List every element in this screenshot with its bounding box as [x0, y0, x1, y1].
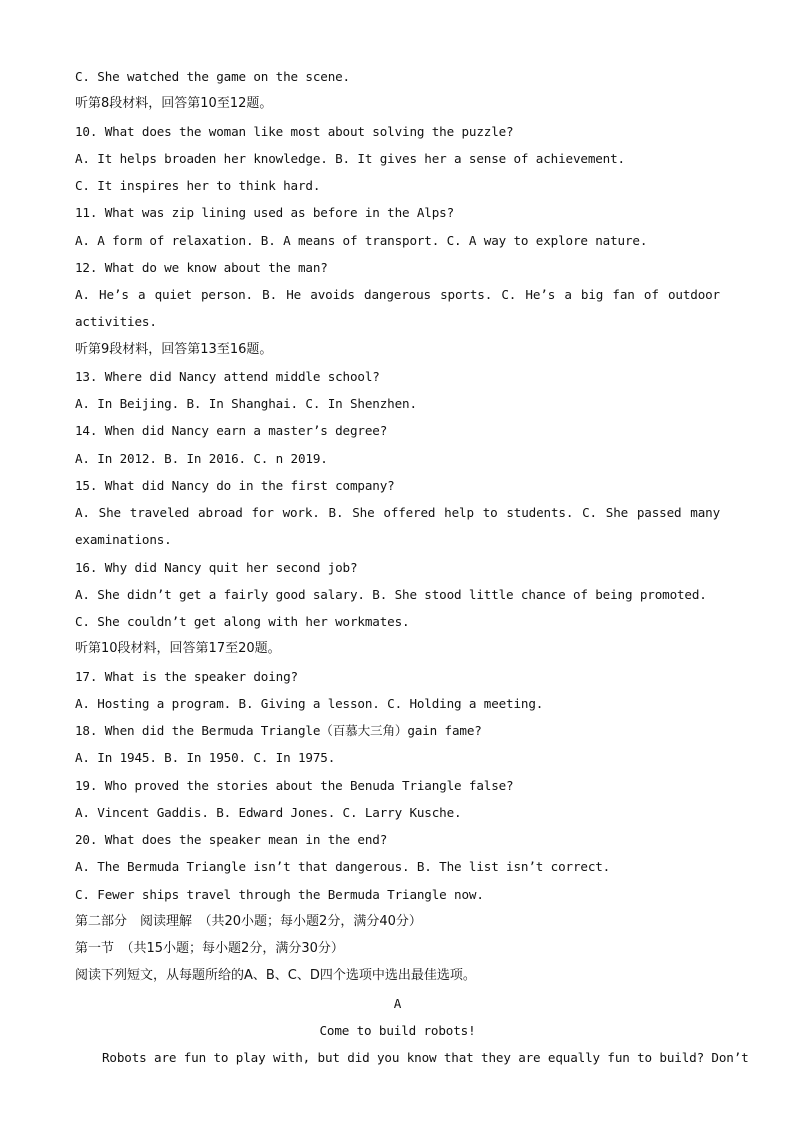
options-q16-ab: A. She didn’t get a fairly good salary. B. She stood little chance of being promoted. — [75, 586, 707, 602]
section-instruction-material-8: 听第8段材料，回答第10至12题。 — [75, 96, 273, 112]
question-18: 18. When did the Bermuda Triangle（百慕大三角）gain fame? — [75, 723, 482, 738]
reading-instruction: 阅读下列短文，从每题所给的A、B、C、D四个选项中选出最佳选项。 — [75, 968, 476, 984]
question-19: 19. Who proved the stories about the Benuda Triangle false? — [75, 777, 514, 793]
options-q19: A. Vincent Gaddis. B. Edward Jones. C. Larry Kusche. — [75, 804, 462, 820]
options-q12-line1: A. He’s a quiet person. B. He avoids dangerous sports. C. He’s a big fan of outdoor — [75, 287, 720, 302]
document-page — [75, 63, 749, 1071]
options-q14: A. In 2012. B. In 2016. C. n 2019. — [75, 450, 328, 466]
options-q20-ab: A. The Bermuda Triangle isn’t that dangerous. B. The list isn’t correct. — [75, 859, 611, 875]
section-instruction-material-9: 听第9段材料，回答第13至16题。 — [75, 341, 273, 357]
options-q10-ab: A. It helps broaden her knowledge. B. It gives her a sense of achievement. — [75, 150, 625, 166]
options-q10-c: C. It inspires her to think hard. — [75, 178, 321, 193]
part-two-heading: 第二部分 阅读理解 （共20小题；每小题2分，满分40分） — [75, 913, 422, 929]
question-16: 16. Why did Nancy quit her second job? — [75, 559, 358, 575]
question-13: 13. Where did Nancy attend middle school? — [75, 368, 380, 384]
answer-options-q9-c: C. She watched the game on the scene. — [75, 69, 350, 84]
section-one-heading: 第一节 （共15小题；每小题2分，满分30分） — [75, 941, 344, 956]
options-q16-c: C. She couldn’t get along with her workmates. — [75, 614, 410, 629]
section-instruction-material-10: 听第10段材料，回答第17至20题。 — [75, 641, 281, 657]
question-12: 12. What do we know about the man? — [75, 259, 328, 275]
question-11: 11. What was zip lining used as before in the Alps? — [75, 205, 455, 221]
question-20: 20. What does the speaker mean in the end? — [75, 832, 388, 847]
options-q20-c: C. Fewer ships travel through the Bermuda Triangle now. — [75, 886, 484, 902]
passage-title: Come to build robots! — [319, 1022, 476, 1038]
options-q15-line2: examinations. — [75, 532, 172, 548]
options-q17: A. Hosting a program. B. Giving a lesson. C. Holding a meeting. — [75, 695, 544, 711]
options-q12-line2: activities. — [75, 314, 157, 330]
question-10: 10. What does the woman like most about solving the puzzle? — [75, 123, 514, 139]
question-15: 15. What did Nancy do in the first company? — [75, 477, 395, 493]
question-17: 17. What is the speaker doing? — [75, 668, 298, 684]
options-q15-line1: A. She traveled abroad for work. B. She offered help to students. C. She passed many — [75, 505, 720, 520]
options-q13: A. In Beijing. B. In Shanghai. C. In Shenzhen. — [75, 396, 417, 411]
passage-letter: A — [393, 995, 402, 1011]
options-q11: A. A form of relaxation. B. A means of transport. C. A way to explore nature. — [75, 232, 648, 248]
passage-first-line: Robots are fun to play with, but did you know that they are equally fun to build? Don’t — [102, 1050, 749, 1065]
options-q18: A. In 1945. B. In 1950. C. In 1975. — [75, 750, 336, 766]
question-14: 14. When did Nancy earn a master’s degree? — [75, 423, 388, 439]
